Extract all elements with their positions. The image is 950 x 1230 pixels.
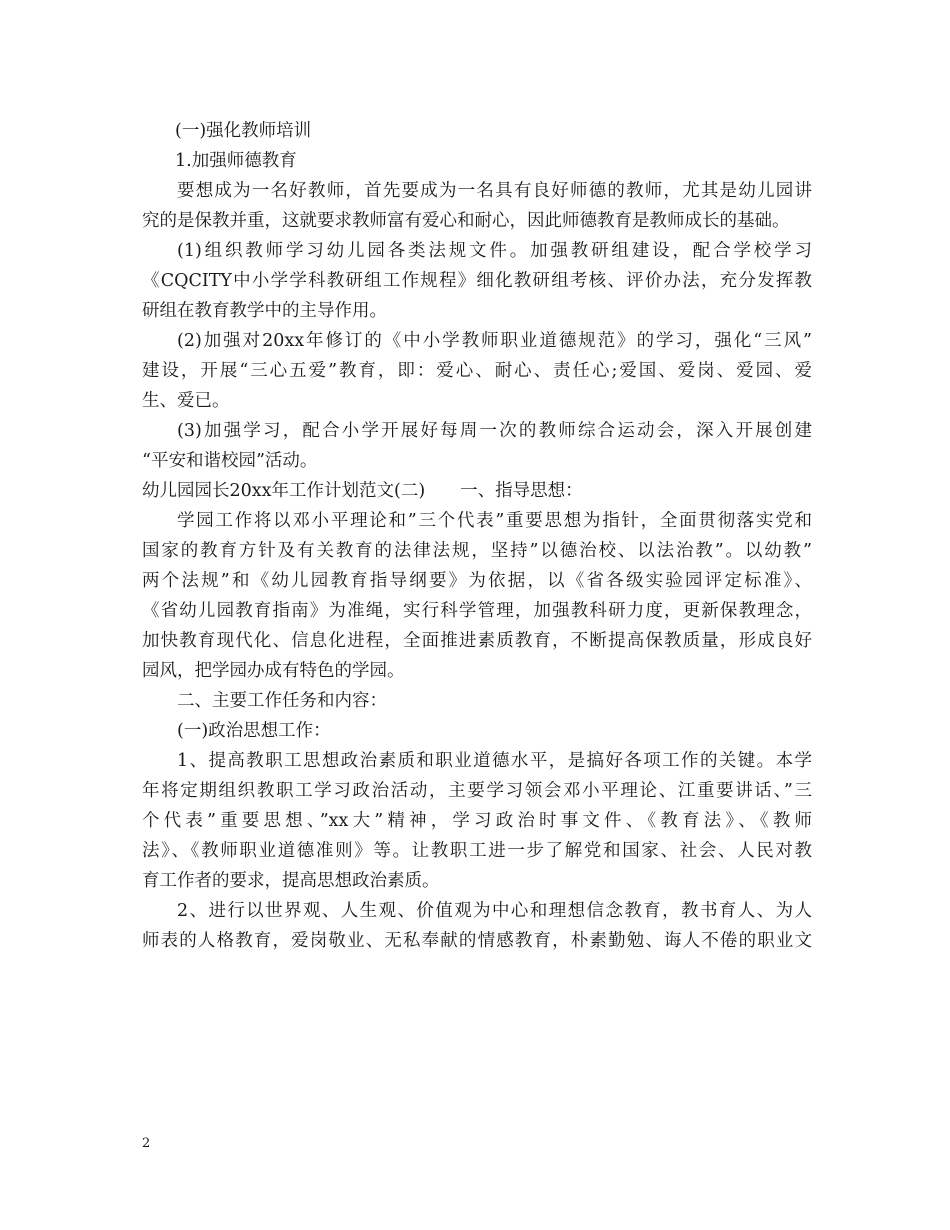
paragraph-line: 园风，把学园办成有特色的学园。 <box>142 661 405 681</box>
paragraph-line: 个代表”重要思想、”xx大”精神，学习政治时事文件、《教育法》、《教师 <box>142 811 812 831</box>
paragraph-line: 1、提高教职工思想政治素质和职业道德水平，是搞好各项工作的关键。本学 <box>177 751 812 771</box>
paragraph-line: (1)组织教师学习幼儿园各类法规文件。加强教研组建设，配合学校学习 <box>177 241 812 261</box>
paragraph-line: (2)加强对20xx年修订的《中小学教师职业道德规范》的学习，强化“三风” <box>177 331 812 351</box>
paragraph-line: 法》、《教师职业道德准则》等。让教职工进一步了解党和国家、社会、人民对教 <box>142 841 812 861</box>
subsection-heading: 1.加强师德教育 <box>175 151 297 171</box>
paragraph-line: 学园工作将以邓小平理论和”三个代表”重要思想为指针，全面贯彻落实党和 <box>177 511 812 531</box>
paragraph-line: 育工作者的要求，提高思想政治素质。 <box>142 871 440 891</box>
paragraph-line: 《省幼儿园教育指南》为准绳，实行科学管理，加强教科研力度，更新保教理念， <box>142 601 812 621</box>
section-heading: 二、主要工作任务和内容： <box>177 691 387 711</box>
paragraph-line: 建设，开展“三心五爱”教育，即：爱心、耐心、责任心;爱国、爱岗、爱园、爱 <box>142 361 812 381</box>
page-number: 2 <box>142 1136 151 1151</box>
document-title-line: 幼儿园园长20xx年工作计划范文(二) 一、指导思想： <box>142 481 583 501</box>
paragraph-line: 究的是保教并重，这就要求教师富有爱心和耐心，因此师德教育是教师成长的基础。 <box>142 211 790 231</box>
paragraph-line: 两个法规”和《幼儿园教育指导纲要》为依据，以《省各级实验园评定标准》、 <box>142 571 812 591</box>
subsection-heading: (一)政治思想工作： <box>177 721 331 741</box>
paragraph-line: 国家的教育方针及有关教育的法律法规，坚持”以德治校、以法治教”。以幼教” <box>142 541 812 561</box>
paragraph-line: 要想成为一名好教师，首先要成为一名具有良好师德的教师，尤其是幼儿园讲 <box>177 181 812 201</box>
paragraph-line: 生、爱已。 <box>142 391 230 411</box>
paragraph-line: 年将定期组织教职工学习政治活动，主要学习领会邓小平理论、江重要讲话、”三 <box>142 781 812 801</box>
document-body <box>142 116 812 956</box>
section-heading: (一)强化教师培训 <box>175 121 312 141</box>
paragraph-line: 《CQCITY中小学学科教研组工作规程》细化教研组考核、评价办法，充分发挥教 <box>142 271 812 291</box>
paragraph-line: 研组在教育教学中的主导作用。 <box>142 301 387 321</box>
paragraph-line: (3)加强学习，配合小学开展好每周一次的教师综合运动会，深入开展创建 <box>177 421 812 441</box>
paragraph-line: “平安和谐校园”活动。 <box>142 451 318 471</box>
paragraph-line: 师表的人格教育，爱岗敬业、无私奉献的情感教育，朴素勤勉、诲人不倦的职业文 <box>142 931 812 951</box>
paragraph-line: 加快教育现代化、信息化进程，全面推进素质教育，不断提高保教质量，形成良好 <box>142 631 812 651</box>
paragraph-line: 2、进行以世界观、人生观、价值观为中心和理想信念教育，教书育人、为人 <box>177 901 812 921</box>
